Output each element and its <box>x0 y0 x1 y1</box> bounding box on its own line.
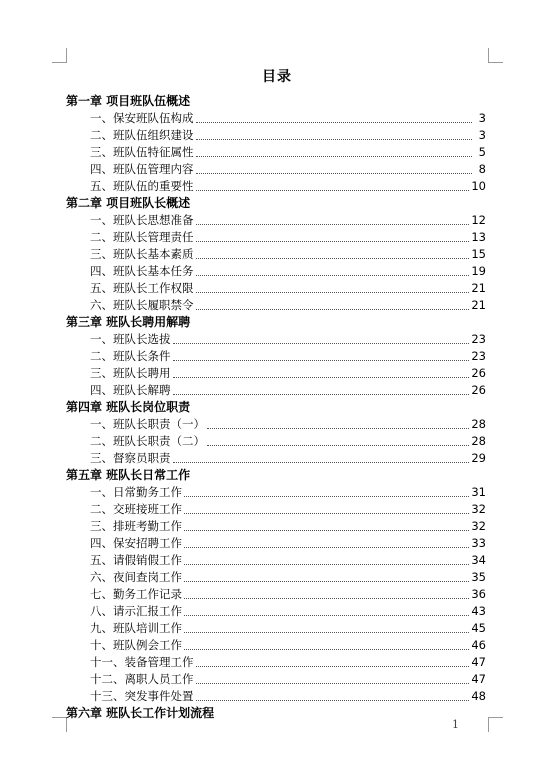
entry-title: 八、请示汇报工作 <box>90 604 182 618</box>
dot-leader <box>184 529 469 531</box>
entry-title: 三、班队伍特征属性 <box>90 145 194 159</box>
toc-entry[interactable] <box>66 110 486 127</box>
dot-leader <box>173 461 470 463</box>
toc-entry[interactable] <box>66 552 486 569</box>
toc-entry[interactable] <box>66 484 486 501</box>
table-of-contents <box>66 93 486 722</box>
entry-page-number: 26 <box>471 383 486 397</box>
toc-chapter-heading <box>66 195 486 212</box>
entry-page-number: 48 <box>471 689 486 703</box>
entry-page-number: 36 <box>471 587 486 601</box>
entry-title: 五、班队长工作权限 <box>90 281 194 295</box>
dot-leader <box>173 359 470 361</box>
crop-mark-bottom-right <box>488 717 503 732</box>
entry-page-number: 32 <box>471 502 486 516</box>
entry-title: 三、排班考勤工作 <box>90 519 182 533</box>
dot-leader <box>196 138 473 140</box>
entry-page-number: 13 <box>471 230 486 244</box>
entry-page-number: 21 <box>471 281 486 295</box>
entry-page-number: 29 <box>471 451 486 465</box>
toc-entry[interactable] <box>66 127 486 144</box>
dot-leader <box>196 172 473 174</box>
chapter-title: 第四章 班队长岗位职责 <box>66 400 191 414</box>
dot-leader <box>196 155 473 157</box>
entry-page-number: 34 <box>471 553 486 567</box>
toc-entry[interactable] <box>66 620 486 637</box>
toc-entry[interactable] <box>66 144 486 161</box>
entry-title: 十二、离职人员工作 <box>90 672 194 686</box>
toc-entry[interactable] <box>66 212 486 229</box>
toc-entry[interactable] <box>66 382 486 399</box>
dot-leader <box>207 444 469 446</box>
toc-entry[interactable] <box>66 297 486 314</box>
dot-leader <box>184 631 469 633</box>
entry-title: 七、勤务工作记录 <box>90 587 182 601</box>
entry-title: 三、督察员职责 <box>90 451 171 465</box>
dot-leader <box>196 308 470 310</box>
dot-leader <box>196 665 470 667</box>
entry-page-number: 33 <box>471 536 486 550</box>
entry-title: 四、班队长解聘 <box>90 383 171 397</box>
entry-page-number: 28 <box>471 417 486 431</box>
dot-leader <box>184 512 469 514</box>
entry-title: 三、班队长聘用 <box>90 366 171 380</box>
entry-title: 十、班队例会工作 <box>90 638 182 652</box>
dot-leader <box>196 699 470 701</box>
entry-page-number: 19 <box>471 264 486 278</box>
dot-leader <box>173 393 470 395</box>
dot-leader <box>173 376 470 378</box>
entry-title: 六、夜间查岗工作 <box>90 570 182 584</box>
toc-entry[interactable] <box>66 229 486 246</box>
entry-title: 一、班队长思想准备 <box>90 213 194 227</box>
dot-leader <box>173 342 470 344</box>
entry-title: 六、班队长履职禁令 <box>90 298 194 312</box>
entry-title: 二、班队伍组织建设 <box>90 128 194 142</box>
toc-entry[interactable] <box>66 603 486 620</box>
entry-page-number: 26 <box>471 366 486 380</box>
toc-entry[interactable] <box>66 671 486 688</box>
dot-leader <box>196 223 470 225</box>
chapter-title: 第六章 班队长工作计划流程 <box>66 706 215 720</box>
chapter-title: 第三章 班队长聘用解聘 <box>66 315 191 329</box>
entry-title: 二、交班接班工作 <box>90 502 182 516</box>
toc-entry[interactable] <box>66 450 486 467</box>
dot-leader <box>184 495 469 497</box>
entry-page-number: 12 <box>471 213 486 227</box>
toc-entry[interactable] <box>66 637 486 654</box>
toc-entry[interactable] <box>66 688 486 705</box>
dot-leader <box>196 257 470 259</box>
toc-entry[interactable] <box>66 518 486 535</box>
chapter-title: 第二章 项目班队长概述 <box>66 196 191 210</box>
entry-page-number: 15 <box>471 247 486 261</box>
entry-title: 五、请假销假工作 <box>90 553 182 567</box>
dot-leader <box>184 546 469 548</box>
entry-page-number: 23 <box>471 349 486 363</box>
entry-title: 四、班队伍管理内容 <box>90 162 194 176</box>
entry-page-number: 3 <box>478 128 486 142</box>
dot-leader <box>207 427 469 429</box>
entry-page-number: 47 <box>471 672 486 686</box>
chapter-title: 第五章 班队长日常工作 <box>66 468 191 482</box>
dot-leader <box>184 563 469 565</box>
toc-entry[interactable] <box>66 331 486 348</box>
page-number: 1 <box>452 718 459 731</box>
toc-entry[interactable] <box>66 416 486 433</box>
dot-leader <box>184 648 469 650</box>
entry-title: 一、日常勤务工作 <box>90 485 182 499</box>
dot-leader <box>184 597 469 599</box>
dot-leader <box>196 291 470 293</box>
entry-title: 二、班队长管理责任 <box>90 230 194 244</box>
entry-title: 二、班队长职责（二） <box>90 434 205 448</box>
toc-chapter-heading <box>66 705 486 722</box>
entry-page-number: 45 <box>471 621 486 635</box>
toc-entry[interactable] <box>66 501 486 518</box>
entry-title: 十三、突发事件处置 <box>90 689 194 703</box>
dot-leader <box>196 189 470 191</box>
toc-entry[interactable] <box>66 654 486 671</box>
entry-title: 一、班队长职责（一） <box>90 417 205 431</box>
entry-page-number: 28 <box>471 434 486 448</box>
toc-chapter-heading <box>66 93 486 110</box>
entry-page-number: 32 <box>471 519 486 533</box>
entry-page-number: 10 <box>471 179 486 193</box>
toc-entry[interactable] <box>66 178 486 195</box>
toc-entry[interactable] <box>66 365 486 382</box>
page-title: 目录 <box>262 69 292 85</box>
entry-title: 十一、装备管理工作 <box>90 655 194 669</box>
entry-title: 一、班队长选拔 <box>90 332 171 346</box>
entry-page-number: 46 <box>471 638 486 652</box>
toc-chapter-heading <box>66 314 486 331</box>
entry-page-number: 5 <box>478 145 486 159</box>
entry-title: 三、班队长基本素质 <box>90 247 194 261</box>
toc-entry[interactable] <box>66 586 486 603</box>
dot-leader <box>196 121 473 123</box>
toc-entry[interactable] <box>66 263 486 280</box>
entry-title: 五、班队伍的重要性 <box>90 179 194 193</box>
dot-leader <box>196 240 470 242</box>
dot-leader <box>196 274 470 276</box>
toc-entry[interactable] <box>66 246 486 263</box>
entry-page-number: 31 <box>471 485 486 499</box>
entry-page-number: 47 <box>471 655 486 669</box>
chapter-title: 第一章 项目班队伍概述 <box>66 94 191 108</box>
entry-page-number: 23 <box>471 332 486 346</box>
toc-chapter-heading <box>66 399 486 416</box>
crop-mark-top-left <box>52 48 67 63</box>
toc-entry[interactable] <box>66 535 486 552</box>
entry-page-number: 35 <box>471 570 486 584</box>
entry-page-number: 43 <box>471 604 486 618</box>
entry-page-number: 21 <box>471 298 486 312</box>
toc-entry[interactable] <box>66 433 486 450</box>
toc-entry[interactable] <box>66 348 486 365</box>
entry-page-number: 3 <box>478 111 486 125</box>
toc-entry[interactable] <box>66 280 486 297</box>
entry-title: 九、班队培训工作 <box>90 621 182 635</box>
dot-leader <box>184 580 469 582</box>
entry-title: 四、保安招聘工作 <box>90 536 182 550</box>
entry-title: 四、班队长基本任务 <box>90 264 194 278</box>
toc-chapter-heading <box>66 467 486 484</box>
dot-leader <box>196 682 470 684</box>
entry-title: 二、班队长条件 <box>90 349 171 363</box>
entry-title: 一、保安班队伍构成 <box>90 111 194 125</box>
toc-entry[interactable] <box>66 569 486 586</box>
crop-mark-top-right <box>488 48 503 63</box>
dot-leader <box>184 614 469 616</box>
entry-page-number: 8 <box>478 162 486 176</box>
crop-mark-bottom-left <box>52 717 67 732</box>
toc-entry[interactable] <box>66 161 486 178</box>
